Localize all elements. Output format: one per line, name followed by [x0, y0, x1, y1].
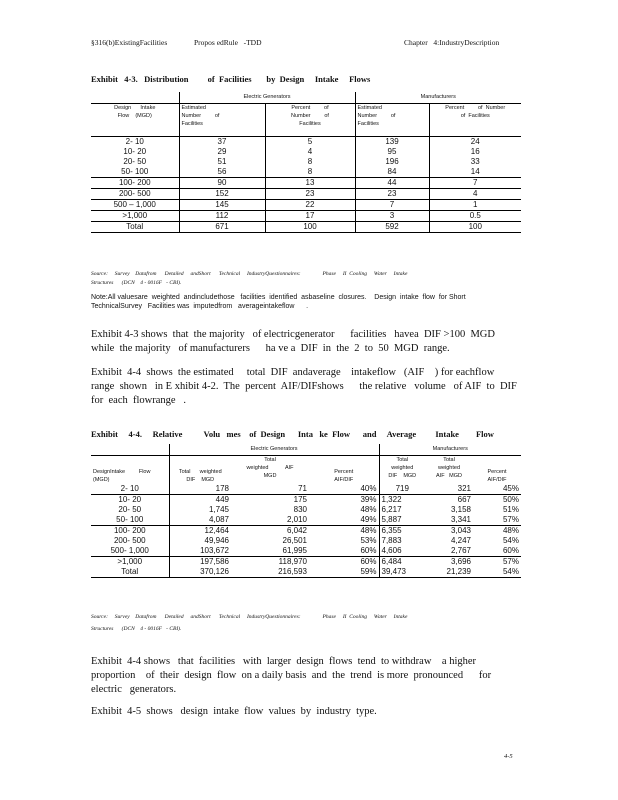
flow-cell: 100- 200	[91, 526, 169, 537]
pct-cell: 60%	[309, 546, 379, 557]
m-dif-cell: 7,883	[381, 536, 402, 545]
m-pct-cell: 1	[473, 200, 478, 209]
aif-cell: 71	[298, 484, 307, 493]
m-dif-cell: 6,484	[381, 557, 402, 566]
m-aif-cell: 3,043	[450, 526, 471, 535]
table-row-total	[91, 567, 521, 578]
m-pct-cell: 45%	[502, 484, 519, 493]
aif-cell: 61,995	[282, 546, 307, 555]
dif-cell: 370,126	[200, 567, 229, 576]
group-manufacturers: Manufacturers	[420, 94, 456, 100]
pct-cell: 48%	[309, 526, 379, 537]
col-m-percent: Percent of Number of Facilities	[445, 105, 506, 119]
flow-cell: 50- 100	[91, 515, 169, 526]
aif-cell: 26,501	[282, 536, 307, 545]
m-num-cell: 95	[355, 147, 429, 157]
table-row	[91, 211, 521, 222]
dif-cell: 1,745	[208, 505, 229, 514]
table-row	[91, 536, 521, 546]
m-num-cell: 7	[355, 200, 429, 211]
e-pct-cell: 13	[265, 178, 355, 189]
m-pct-cell: 48%	[502, 526, 519, 535]
e-pct-cell: 8	[265, 167, 355, 178]
flow-cell: 10- 20	[91, 147, 179, 157]
pct-cell: 53%	[309, 536, 379, 546]
flow-cell: 10- 20	[91, 495, 169, 506]
m-pct-cell: 33	[470, 157, 480, 166]
e-pct-cell: 100	[265, 222, 355, 233]
table-row	[91, 200, 521, 211]
table-row-total	[91, 222, 521, 233]
dif-cell: 103,672	[200, 546, 229, 555]
flow-cell: 20- 50	[91, 157, 179, 167]
m-num-cell: 139	[355, 137, 429, 148]
dif-cell: 178	[215, 484, 229, 493]
e-num-cell: 56	[179, 167, 265, 178]
pct-cell: 49%	[309, 515, 379, 526]
flow-cell: >1,000	[91, 557, 169, 568]
aif-cell: 6,042	[286, 526, 307, 535]
exhibit-4-3-table	[91, 92, 521, 233]
table-row	[91, 167, 521, 178]
pct-cell: 59%	[309, 567, 379, 578]
exhibit-4-3-title: Exhibit 4-3. Distribution of Facilities by Design Intake Flows	[91, 74, 371, 84]
flow-cell: 2- 10	[91, 137, 179, 148]
e-num-cell: 29	[179, 147, 265, 157]
e-pct-cell: 23	[265, 189, 355, 200]
e-pct-cell: 5	[265, 137, 355, 148]
table-row	[91, 515, 521, 526]
e-pct-cell: 17	[265, 211, 355, 222]
exhibit-4-4-title: Exhibit 4-4. Relative Volu mes of Design Inta ke Flow and Average Intake Flow	[91, 429, 494, 439]
m-aif-cell: 4,247	[450, 536, 471, 545]
table-row	[91, 189, 521, 200]
m-pct-cell: 0.5	[469, 211, 481, 220]
flow-cell: Total	[91, 222, 179, 233]
aif-cell: 118,970	[278, 557, 307, 566]
col-percent-aif-dif: Percent AIF/DIF	[309, 456, 379, 485]
group-manufacturers: Manufacturers	[432, 446, 468, 452]
m-num-cell: 3	[355, 211, 429, 222]
e-num-cell: 112	[179, 211, 265, 222]
table-row	[91, 178, 521, 189]
pct-cell: 40%	[309, 484, 379, 495]
flow-cell: 20- 50	[91, 505, 169, 515]
m-aif-cell: 321	[457, 484, 471, 493]
dif-cell: 4,087	[208, 515, 229, 524]
table-row	[91, 505, 521, 515]
m-aif-cell: 667	[457, 495, 471, 504]
flow-cell: 200- 500	[91, 189, 179, 200]
m-pct-cell: 57%	[502, 515, 519, 524]
paragraph-3: Exhibit 4-4 shows that facilities with larger design flows tend to withdraw a higher proportion of their design flow on a daily basis and the trend is more pronounced for electric generators.	[91, 656, 497, 695]
header-right: Chapter 4:IndustryDescription	[404, 38, 500, 47]
table-row	[91, 484, 521, 495]
m-pct-cell: 100	[468, 222, 482, 231]
header-center: Propos edRule -TDD	[194, 38, 262, 47]
m-aif-cell: 3,696	[450, 557, 471, 566]
m-dif-cell: 5,887	[381, 515, 402, 524]
pct-cell: 39%	[309, 495, 379, 506]
flow-cell: 100- 200	[91, 178, 179, 189]
exhibit-4-3-source-line1: Source: Survey Datafrom Detailed andShort Technical IndustryQuestionnaires: Phase II Cooling Water Intake	[91, 271, 408, 277]
pct-cell: 60%	[309, 557, 379, 568]
e-num-cell: 671	[179, 222, 265, 233]
flow-cell: 2- 10	[91, 484, 169, 495]
table-row	[91, 147, 521, 157]
exhibit-4-3-note-line2: TechnicalSurvey Facilities was imputedfrom averageintakeflow .	[91, 303, 309, 310]
group-electric-generators: Electric Generators	[169, 444, 379, 456]
m-pct-cell: 60%	[502, 546, 519, 555]
e-num-cell: 145	[179, 200, 265, 211]
e-pct-cell: 8	[265, 157, 355, 167]
pct-cell: 48%	[309, 505, 379, 515]
col-m-estimated-number: Estimated Number of Facilities	[355, 104, 429, 137]
dif-cell: 197,586	[200, 557, 229, 566]
m-num-cell: 44	[355, 178, 429, 189]
flow-cell: 500- 1,000	[91, 546, 169, 557]
m-dif-cell: 6,217	[381, 505, 402, 514]
e-num-cell: 51	[179, 157, 265, 167]
m-pct-cell: 7	[473, 178, 478, 187]
paragraph-1: Exhibit 4-3 shows that the majority of electricgenerator facilities havea DIF >100 MGD while the majority of manufacturers ha ve a DIF in the 2 to 50 MGD range.	[91, 329, 501, 354]
aif-cell: 2,010	[286, 515, 307, 524]
header-left: §316(b)ExistingFacilities	[91, 38, 168, 47]
flow-cell: 200- 500	[91, 536, 169, 546]
col-m-total-weighted-aif: Total weighted AIF MGD	[436, 457, 462, 479]
exhibit-4-3-source-line2: Structures (DCN 4 - 0016F - CBI).	[91, 280, 182, 286]
flow-cell: Total	[91, 567, 169, 578]
col-m-total-weighted-dif: Total weighted DIF MGD	[388, 457, 417, 479]
m-pct-cell: 50%	[502, 495, 519, 504]
m-dif-cell: 39,473	[381, 567, 406, 576]
exhibit-4-4-source-line2: Structures (DCN 4 - 0016F - CBI).	[91, 626, 182, 632]
m-aif-cell: 3,158	[450, 505, 471, 514]
aif-cell: 216,593	[278, 567, 307, 576]
e-num-cell: 152	[179, 189, 265, 200]
paragraph-4: Exhibit 4-5 shows design intake flow values by industry type.	[91, 706, 377, 717]
m-aif-cell: 2,767	[450, 546, 471, 555]
table-row	[91, 495, 521, 506]
m-pct-cell: 14	[470, 167, 480, 176]
exhibit-4-3-note-line1: Note:All valuesare weighted andincludethose facilities identified asbaseline closures. Design intake flow for Short	[91, 294, 466, 301]
flow-cell: 500 – 1,000	[91, 200, 179, 211]
m-pct-cell: 54%	[502, 536, 519, 545]
m-aif-cell: 3,341	[450, 515, 471, 524]
m-num-cell: 84	[355, 167, 429, 178]
e-num-cell: 37	[179, 137, 265, 148]
col-design-intake-flow: DesignIntake Flow (MGD)	[91, 456, 169, 485]
aif-cell: 175	[293, 495, 307, 504]
col-estimated-number: Estimated Number of Facilities	[179, 104, 265, 137]
m-pct-cell: 51%	[502, 505, 519, 514]
dif-cell: 12,464	[204, 526, 229, 535]
table-row	[91, 137, 521, 148]
dif-cell: 49,946	[204, 536, 229, 545]
m-num-cell: 592	[355, 222, 429, 233]
m-num-cell: 23	[355, 189, 429, 200]
col-m-percent-aif-dif: Percent AIF/DIF	[487, 469, 507, 483]
flow-cell: >1,000	[91, 211, 179, 222]
m-dif-cell: 6,355	[381, 526, 402, 535]
m-pct-cell: 16	[470, 147, 480, 156]
exhibit-4-4-table	[91, 444, 521, 578]
col-percent-number: Percent of Number of Facilities	[265, 104, 355, 137]
exhibit-4-3-rows	[91, 137, 521, 233]
group-electric-generators: Electric Generators	[179, 92, 355, 104]
col-total-weighted-dif: Total weighted DIF MGD	[178, 469, 222, 483]
m-dif-cell: 719	[395, 484, 409, 493]
m-aif-cell: 21,239	[446, 567, 471, 576]
m-pct-cell: 24	[470, 137, 480, 146]
aif-cell: 830	[293, 505, 307, 514]
m-dif-cell: 1,322	[381, 495, 402, 504]
exhibit-4-4-source-line1: Source: Survey Datafrom Detailed andShort Technical IndustryQuestionnaires: Phase II Cooling Water Intake	[91, 614, 408, 620]
col-total-weighted-aif: Total weighted AIF MGD	[246, 457, 294, 479]
table-row	[91, 546, 521, 557]
table-row	[91, 526, 521, 537]
m-num-cell: 196	[355, 157, 429, 167]
page-number: 4-5	[504, 753, 513, 760]
m-pct-cell: 4	[473, 189, 478, 198]
e-pct-cell: 22	[265, 200, 355, 211]
m-pct-cell: 54%	[502, 567, 519, 576]
m-pct-cell: 57%	[502, 557, 519, 566]
table-row	[91, 157, 521, 167]
e-num-cell: 90	[179, 178, 265, 189]
flow-cell: 50- 100	[91, 167, 179, 178]
e-pct-cell: 4	[265, 147, 355, 157]
paragraph-2: Exhibit 4-4 shows the estimated total DIF andaverage intakeflow (AIF ) for eachflow range shown in E xhibit 4-2. The percent AIF/DIFshows the relative volume of AIF to DIF for each flowrange .	[91, 367, 523, 406]
dif-cell: 449	[215, 495, 229, 504]
col-design-intake-flow: Design Intake Flow (MGD)	[91, 104, 179, 137]
m-dif-cell: 4,606	[381, 546, 402, 555]
table-row	[91, 557, 521, 568]
exhibit-4-4-rows	[91, 484, 521, 578]
